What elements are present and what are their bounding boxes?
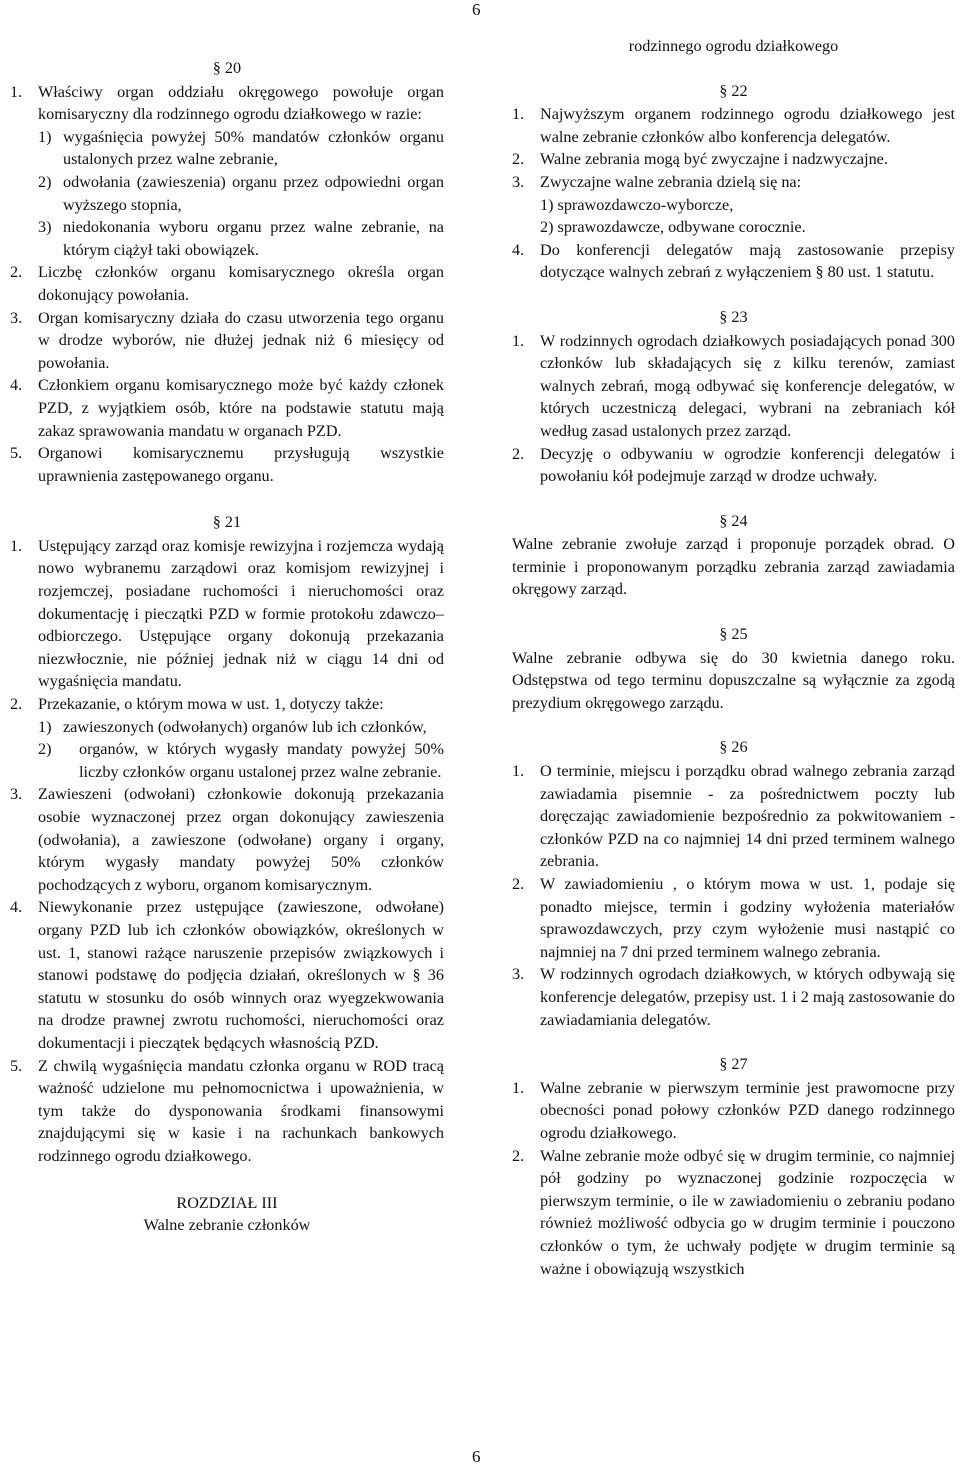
s22-item-2: 2. Walne zebrania mogą być zwyczajne i nadzwyczajne. [512,150,888,169]
right-column [512,35,955,1280]
paragraph-sign: § [719,308,728,326]
s22-item-4: 4. Do konferencji delegatów mają zastosowanie przepisy dotyczące walnych zebrań z wyłączeniem § 80 ust. 1 statutu. [512,240,955,282]
chapter-title: Walne zebranie członków [143,1216,311,1235]
s21-item-2-2: 2) organów, w których wygasły mandaty powyżej 50% liczby członków organu ustalonej przez walne zebranie. [38,740,444,781]
s26-item-2: 2. W zawiadomieniu , o którym mowa w ust. 1, podaje się ponadto miejsce, termin i godziny wyłożenia materiałów sprawozdawczych, przy czym wyłożenie musi nastąpić co najmniej na 7 dni przed terminem walnego zebrania. [512,875,955,961]
s20-item-4: 4. Członkiem organu komisarycznego może być każdy członek PZD, z wyjątkiem osób, które na podstawie statutu mają zakaz sprawowania mandatu w organach PZD. [10,376,444,440]
s27-item-1: 1. Walne zebranie w pierwszym terminie jest prawomocne przy obecności ponad połowy członków PZD danego rodzinnego ogrodu działkowego. [512,1078,955,1142]
s26-item-1: 1. O terminie, miejscu i porządku obrad walnego zebrania zarząd zawiadamia pisemnie - za pośrednictwem poczty lub doręczając zawiadomienie bezpośrednio za pokwitowaniem - członków PZD na co najmniej 14 dni przed terminem walnego zebrania. [512,762,955,871]
s21-item-1: 1. Ustępujący zarząd oraz komisje rewizyjna i rozjemcza wydają nowo wybranemu zarządowi oraz komisjom rewizyjnej i rozjemczej, posiadane ruchomości i nieruchomości oraz dokumentację i pieczątki PZD w formie protokołu zdawczo–odbiorczego. Ustępujące organy dokonują przekazania niezwłocznie, nie później jednak niż w ciągu 14 dni od wygaśnięcia mandatu. [10,536,444,691]
paragraph-sign: § [719,739,728,757]
s26-item-3: 3. W rodzinnych ogrodach działkowych, w których odbywają się konferencje delegatów, przepisy ust. 1 i 2 mają zastosowanie do zawiadamiania delegatów. [512,965,955,1029]
s20-item-1: 1. Właściwy organ oddziału okręgowego powołuje organ komisaryczny dla rodzinnego ogrodu działkowego w razie: [10,82,444,124]
section-23-heading: § 23 [719,307,748,326]
s20-item-2: 2. Liczbę członków organu komisarycznego określa organ dokonujący powołania. [10,263,444,304]
s23-item-2: 2. Decyzję o odbywaniu w ogrodzie konferencji delegatów i powołaniu kół podejmuje zarząd w drodze uchwały. [512,444,955,486]
s21-item-2-1: 1) zawieszonych (odwołanych) organów lub ich członków, [38,717,427,736]
paragraph-sign: § [719,512,728,530]
s20-item-3: 3. Organ komisaryczny działa do czasu utworzenia tego organu w drodze wyborów, nie dłużej jednak niż 6 miesięcy od powołania. [10,308,444,372]
s23-item-1: 1. W rodzinnych ogrodach działkowych posiadających ponad 300 członków lub składających się z kilku terenów, zamiast walnych zebrań, mogą odbywać się konferencje delegatów, w których uczestniczą delegaci, wybrani na zebraniach kół według zasad ustalonych przez zarząd. [512,331,955,440]
s21-item-3: 3. Zawieszeni (odwołani) członkowie dokonują przekazania osobie wyznaczonej przez organ dokonujący zawieszenia (odwołania), a zawieszone (odwołane) organy i organy, którym wygasły mandaty powyżej 50% członków pochodzących z wyboru, organom komisarycznym. [10,785,444,894]
s21-item-5: 5. Z chwilą wygaśnięcia mandatu członka organu w ROD tracą ważność udzielone mu pełnomocnictwa i upoważnienia, w tym także do dysponowania środkami finansowymi znajdującymi się w kasie i na rachunkach bankowych rodzinnego ogrodu działkowego. [10,1056,444,1165]
section-20-heading: § 20 [212,59,242,77]
page-number-bottom: 6 [472,1447,481,1466]
left-column [10,57,444,1237]
paragraph-sign: § [212,514,221,532]
chapter-heading: ROZDZIAŁ III [176,1193,278,1212]
paragraph-sign: § [719,1056,728,1074]
paragraph-sign: § [212,60,221,77]
s21-item-4: 4. Niewykonanie przez ustępujące (zawieszone, odwołane) organy PZD lub ich członków obowiązków, określonych w ust. 1, stanowi rażące naruszenie przepisów związkowych i stanowi podstawę do podjęcia działań, określonych w § 36 statutu w stosunku do osób winnych oraz wyegzekwowania na drodze prawnej zwrotu ruchomości, nieruchomości oraz dokumentacji i pieczątek będących własnością PZD. [10,898,444,1052]
paragraph-sign: § [719,82,728,100]
s20-item-1-3: 3) niedokonania wyboru organu przez walne zebranie, na którym ciążył taki obowiązek. [38,218,444,259]
section-25-heading: § 25 [719,625,748,644]
s27-item-2: 2. Walne zebranie może odbyć się w drugim terminie, co najmniej pół godziny po wyznaczonej godzinie rozpoczęcia w pierwszym terminie, o ile w zawiadomieniu o zebraniu podano również możliwość odbycia go w drugim terminie i pouczono członków o tym, że uchwały podjęte w drugim terminie są ważne i obowiązują wszystkich [512,1146,955,1278]
section-22-heading: § 22 [719,81,748,100]
page-number-top: 6 [472,0,481,19]
s24-text: Walne zebranie zwołuje zarząd i proponuje porządek obrad. O terminie i proponowanym porządku zebrania zarząd zawiadamia okręgowy zarząd. [512,535,955,599]
s20-item-1-2: 2) odwołania (zawieszenia) organu przez odpowiedni organ wyższego stopnia, [38,172,444,214]
section-24-heading: § 24 [719,511,748,530]
s25-text: Walne zebranie odbywa się do 30 kwietnia danego roku. Odstępstwa od tego terminu dopuszczalne są wyłącznie za zgodą prezydium okręgowego zarządu. [512,648,955,712]
s22-item-3: 3. Zwyczajne walne zebrania dzielą się na: [512,172,802,191]
paragraph-sign: § [719,626,728,644]
section-21-heading: § 21 [212,513,242,532]
s22-item-1: 1. Najwyższym organem rodzinnego ogrodu działkowego jest walne zebranie członków albo konferencja delegatów. [512,105,955,146]
section-26-heading: § 26 [719,738,748,757]
s22-item-3-2: 2) sprawozdawcze, odbywane corocznie. [540,218,806,237]
s22-item-3-1: 1) sprawozdawczo-wyborcze, [540,195,734,214]
s21-item-2: 2. Przekazanie, o którym mowa w ust. 1, dotyczy także: [10,695,384,714]
continued-header: rodzinnego ogrodu działkowego [628,37,839,55]
s20-item-5: 5. Organowi komisarycznemu przysługują wszystkie uprawnienia zastępowanego organu. [10,444,444,485]
s20-item-1-1: 1) wygaśnięcia powyżej 50% mandatów członków organu ustalonych przez walne zebranie, [38,127,444,169]
section-27-heading: § 27 [719,1055,748,1074]
